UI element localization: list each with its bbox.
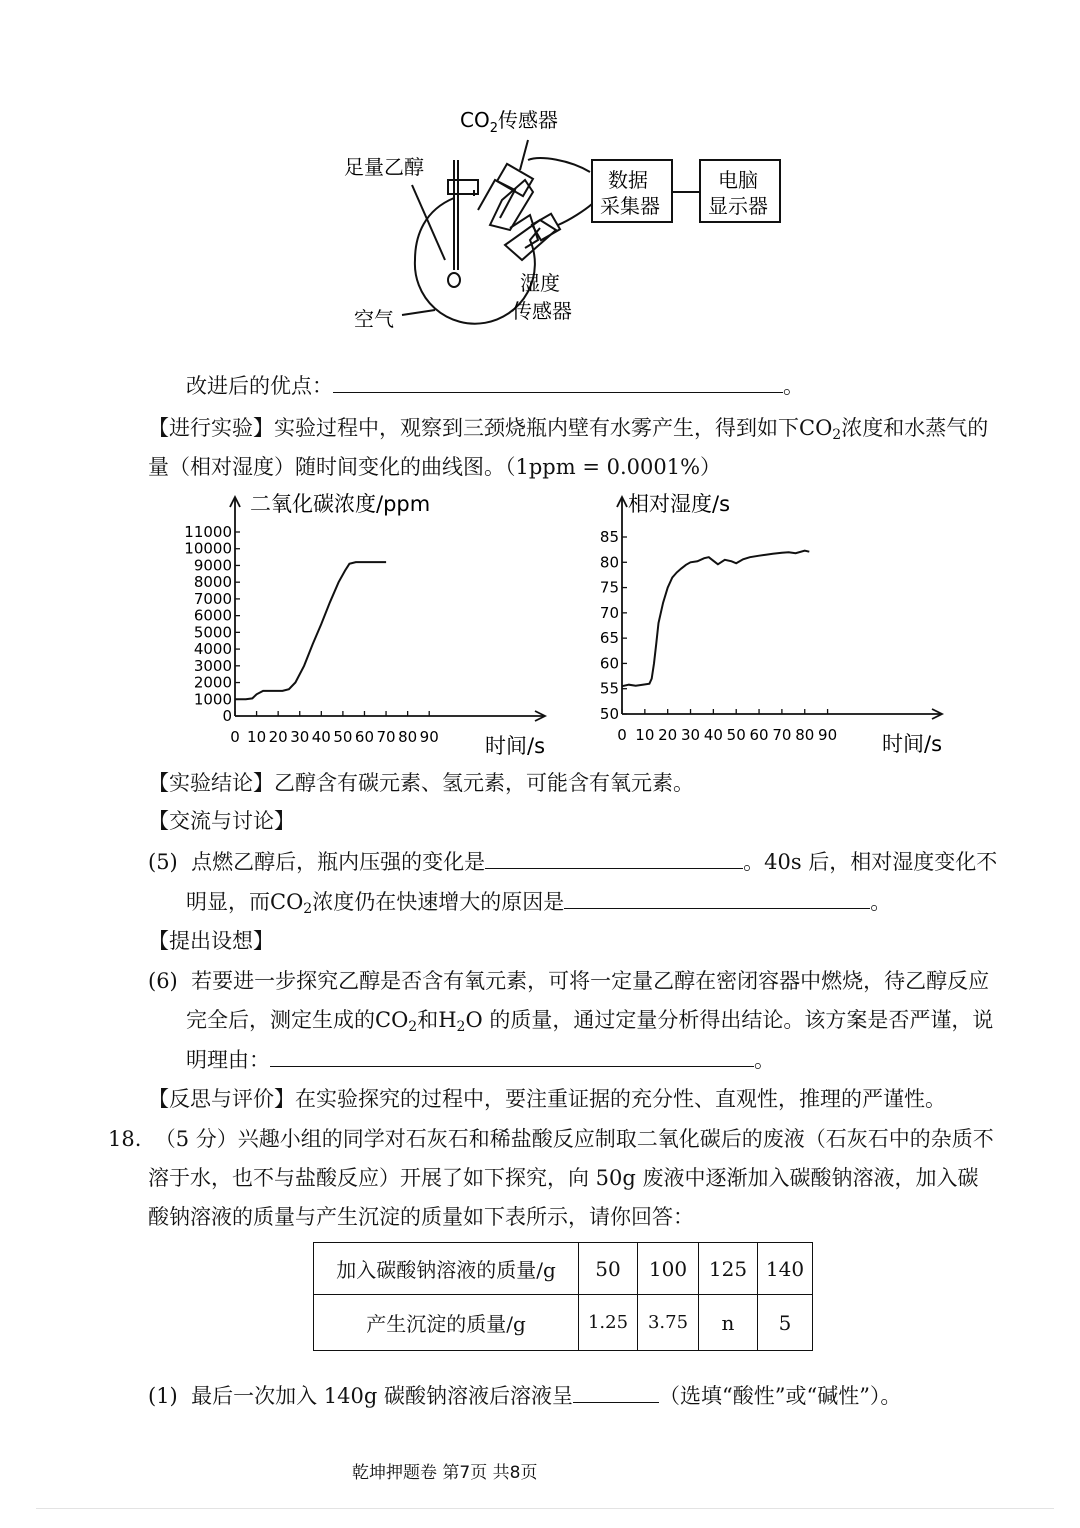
y-tick-label: 80 [599, 553, 619, 572]
q18-line-3: 酸钠溶液的质量与产生沉淀的质量如下表所示，请你回答： [148, 1205, 694, 1229]
table-cell: n [699, 1295, 758, 1351]
svg-text:CO2传感器: $CO_2$传感器 [460, 108, 558, 136]
chart-title: 相对湿度/s [628, 492, 731, 516]
x-tick-label: 80 [398, 728, 418, 746]
q5-line-2: 明显，而$CO_2$浓度仍在快速增大的原因是 。 [186, 886, 891, 924]
q18-1-number: (1) [148, 1384, 178, 1408]
collector-label-2: 采集器 [600, 194, 660, 218]
x-tick-label: 50 [333, 728, 353, 746]
x-tick-label: 30 [290, 728, 310, 746]
experiment-line-2: 量（相对湿度）随时间变化的曲线图。（1ppm = 0.0001%） [148, 455, 722, 479]
x-axis-label: 时间/s [882, 732, 943, 756]
x-tick-label: 0 [230, 728, 240, 746]
table-row [314, 1243, 813, 1295]
table-cell: 125 [699, 1243, 758, 1295]
q6-line-1: (6) 若要进一步探究乙醇是否含有氧元素，可将一定量乙醇在密闭容器中燃烧，待乙醇反应 [148, 969, 990, 993]
x-tick-label: 90 [818, 726, 838, 744]
x-tick-label: 70 [376, 728, 396, 746]
ethanol-label: 足量乙醇 [344, 155, 424, 179]
q5-reason-blank[interactable] [564, 886, 870, 909]
y-tick-label: 7000 [193, 589, 232, 608]
x-tick-label: 30 [680, 726, 701, 744]
y-tick-label: 4000 [193, 640, 232, 659]
x-tick-label: 70 [772, 726, 792, 744]
discussion-heading: 【交流与讨论】 [148, 809, 295, 833]
y-tick-label: 75 [599, 578, 619, 597]
data-table [313, 1242, 813, 1351]
data-line [235, 562, 386, 699]
humidity-label-1: 湿度 [520, 271, 560, 295]
table-cell: 5 [758, 1295, 813, 1351]
table-cell: 50 [579, 1243, 638, 1295]
x-tick-label: 40 [703, 726, 723, 744]
x-tick-label: 0 [617, 726, 627, 744]
co2-sensor-label: CO [460, 108, 490, 132]
table-cell: 140 [758, 1243, 813, 1295]
y-tick-label: 11000 [184, 523, 232, 541]
q6-line-2: 完全后，测定生成的$CO_2$和$H_2O$ 的质量，通过定量分析得出结论。该方案是否严谨，说 [186, 1008, 994, 1035]
q5-line-1: (5) 点燃乙醇后，瓶内压强的变化是 。40s 后，相对湿度变化不 [148, 846, 997, 877]
advantage-line: 改进后的优点： 。 [186, 370, 804, 401]
humidity-label-2: 传感器 [512, 299, 572, 323]
y-tick-label: 55 [599, 679, 619, 698]
y-tick-label: 6000 [193, 606, 232, 625]
page-footer: 乾坤押题卷 第7页 共8页 [352, 1463, 538, 1483]
y-tick-label: 60 [599, 654, 619, 673]
apparatus-diagram [330, 100, 800, 340]
x-axis-label: 时间/s [485, 734, 546, 758]
table-row [314, 1295, 813, 1351]
q18-1-blank[interactable] [573, 1380, 659, 1403]
y-tick-label: 5000 [193, 623, 232, 642]
x-tick-label: 80 [795, 726, 815, 744]
collector-label-1: 数据 [608, 168, 648, 192]
q18-1-line: (1) 最后一次加入 140g 碳酸钠溶液后溶液呈 （选填“酸性”或“碱性”）。 [148, 1380, 901, 1411]
table-cell: 1.25 [579, 1295, 638, 1351]
x-tick-label: 40 [311, 728, 331, 746]
y-tick-label: 65 [599, 629, 619, 648]
q18-number: 18. [108, 1127, 142, 1151]
y-tick-label: 9000 [193, 556, 232, 575]
q18-line-1: 18. （5 分）兴趣小组的同学对石灰石和稀盐酸反应制取二氧化碳后的废液（石灰石中的杂质不 [108, 1127, 994, 1151]
air-label: 空气 [354, 307, 394, 331]
table-cell: 产生沉淀的质量/g [314, 1295, 579, 1351]
table-cell: 100 [638, 1243, 699, 1295]
x-tick-label: 20 [658, 726, 678, 744]
data-line [622, 551, 809, 687]
table-cell: 3.75 [638, 1295, 699, 1351]
x-tick-label: 60 [749, 726, 769, 744]
computer-label-2: 显示器 [708, 194, 768, 218]
y-tick-label: 0 [222, 707, 232, 725]
y-tick-label: 70 [599, 603, 619, 622]
co2-chart [150, 485, 570, 765]
q18-line-2: 溶于水，也不与盐酸反应）开展了如下探究，向 50g 废液中逐渐加入碳酸钠溶液，加入碳 [148, 1166, 979, 1190]
experiment-line-1: 【进行实验】实验过程中，观察到三颈烧瓶内壁有水雾产生，得到如下$CO_2$浓度和水蒸气的 [148, 416, 989, 443]
table-cell: 加入碳酸钠溶液的质量/g [314, 1243, 579, 1295]
y-tick-label: 2000 [193, 673, 232, 692]
advantage-label: 改进后的优点： [186, 374, 333, 398]
x-tick-label: 60 [354, 728, 375, 746]
q5-number: (5) [148, 850, 178, 874]
page-bottom-rule [36, 1508, 1054, 1509]
q6-reason-blank[interactable] [270, 1044, 754, 1067]
chart-title: 二氧化碳浓度/ppm [250, 492, 431, 516]
x-tick-label: 50 [726, 726, 746, 744]
y-tick-label: 10000 [184, 539, 232, 558]
q6-line-3: 明理由： 。 [186, 1044, 775, 1075]
computer-label-1: 电脑 [718, 168, 758, 192]
x-tick-label: 20 [268, 728, 288, 746]
x-tick-label: 10 [635, 726, 655, 744]
hypothesis-heading: 【提出设想】 [148, 929, 274, 953]
conclusion-line: 【实验结论】乙醇含有碳元素、氢元素，可能含有氧元素。 [148, 771, 694, 795]
y-tick-label: 50 [599, 705, 619, 723]
x-tick-label: 10 [247, 728, 267, 746]
y-tick-label: 85 [599, 528, 619, 546]
y-tick-label: 1000 [193, 690, 232, 709]
reflection-line: 【反思与评价】在实验探究的过程中，要注重证据的充分性、直观性，推理的严谨性。 [148, 1087, 946, 1111]
q6-number: (6) [148, 969, 178, 993]
x-tick-label: 90 [419, 728, 439, 746]
q5-pressure-blank[interactable] [485, 846, 743, 869]
y-tick-label: 8000 [193, 573, 232, 592]
advantage-answer-blank[interactable] [333, 370, 783, 393]
y-tick-label: 3000 [193, 656, 232, 675]
humidity-chart [570, 485, 970, 765]
